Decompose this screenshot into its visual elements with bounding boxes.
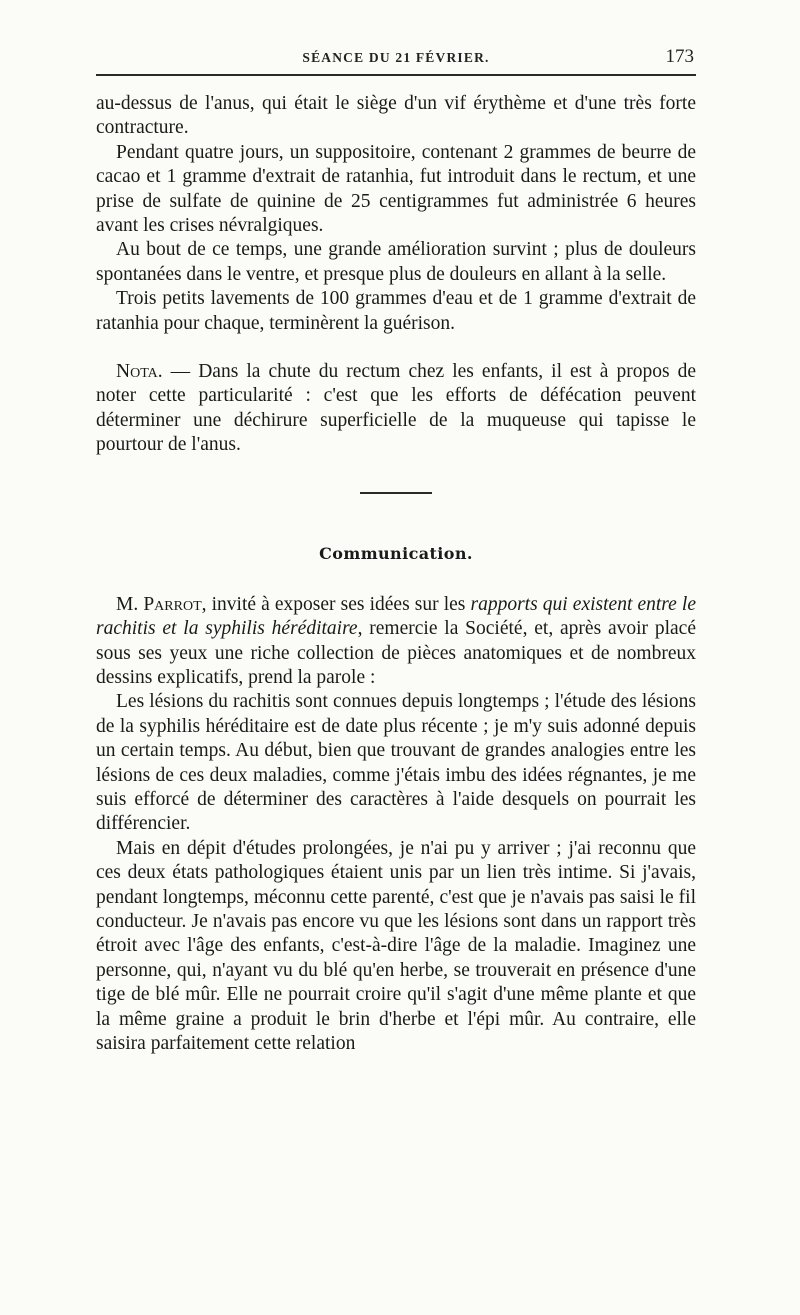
paragraph-suppositoire: Pendant quatre jours, un suppositoire, contenant 2 grammes de beurre de cacao et 1 gramme d'extrait de ratanhia, fut introduit dans le rectum, et une prise de sulfate de quinine de 25 centigrammes fut administrée 6 heures avant les crises névralgiques. bbox=[96, 141, 696, 237]
nota-paragraph bbox=[96, 360, 696, 458]
paragraph-lesions: Les lésions du rachitis sont connues depuis longtemps ; l'étude des lésions de la syphilis héréditaire est de date plus récente ; je m'y suis adonné depuis un certain temps. Au début, bien que trouvant de grandes analogies entre les lésions de ces deux maladies, comme j'étais imbu des idées régnantes, je me suis efforcé de déterminer des caractères à l'aide desquels on pourrait les différencier. bbox=[96, 691, 696, 835]
section-divider bbox=[360, 492, 432, 494]
paragraph-lavements: Trois petits lavements de 100 grammes d'eau et de 1 gramme d'extrait de ratanhia pour chaque, terminèrent la guérison. bbox=[96, 288, 696, 334]
running-title: SÉANCE DU 21 FÉVRIER. bbox=[302, 50, 490, 65]
nota-text: — Dans la chute du rectum chez les enfants, il est à propos de noter cette particularité : c'est que les efforts de défécation peuvent déterminer une déchirure superficielle de la muqueuse qui tapisse le pourtour de l'anus. bbox=[96, 361, 696, 456]
intro-start: M. bbox=[116, 593, 144, 615]
nota-label: Nota. bbox=[116, 361, 163, 383]
intro-mid: , invité à exposer ses idées sur les bbox=[201, 593, 471, 615]
intro-end: , remercie la Société, et, après avoir placé sous ses yeux une riche collection de pièces anatomiques et de nombreux dessins explicatifs, prend la parole : bbox=[96, 618, 696, 688]
paragraph-continuation: au-dessus de l'anus, qui était le siège d'un vif érythème et d'une très forte contracture. bbox=[96, 93, 696, 139]
section-heading: Communication. bbox=[319, 543, 473, 563]
speaker-name: Parrot bbox=[143, 593, 202, 615]
topic-title: rapports qui existent entre le rachitis et la syphilis héréditaire bbox=[96, 593, 696, 640]
header-rule bbox=[96, 74, 696, 76]
communication-intro-paragraph bbox=[96, 593, 696, 691]
paragraph-amelioration: Au bout de ce temps, une grande amélioration survint ; plus de douleurs spontanées dans le ventre, et presque plus de douleurs en allant à la selle. bbox=[96, 239, 696, 285]
page-number: 173 bbox=[665, 46, 694, 67]
spacer bbox=[96, 336, 696, 360]
running-header bbox=[96, 40, 696, 74]
paragraph-depit: Mais en dépit d'études prolongées, je n'ai pu y arriver ; j'ai reconnu que ces deux états pathologiques étaient unis par un lien très intime. Si j'avais, pendant longtemps, méconnu cette parenté, c'est que je n'avais pas saisi le fil conducteur. Je n'avais pas encore vu que les lésions sont dans un rapport très étroit avec l'âge des enfants, c'est-à-dire l'âge de la maladie. Imaginez une personne, qui, n'ayant vu du blé qu'en herbe, se trouverait en présence d'une tige de blé mûr. Elle ne pourrait croire qu'il s'agit d'une même plante et que la même graine a produit le brin d'herbe et l'épi mûr. Au contraire, elle saisira parfaitement cette relation bbox=[96, 837, 696, 1054]
book-page bbox=[96, 40, 696, 1056]
